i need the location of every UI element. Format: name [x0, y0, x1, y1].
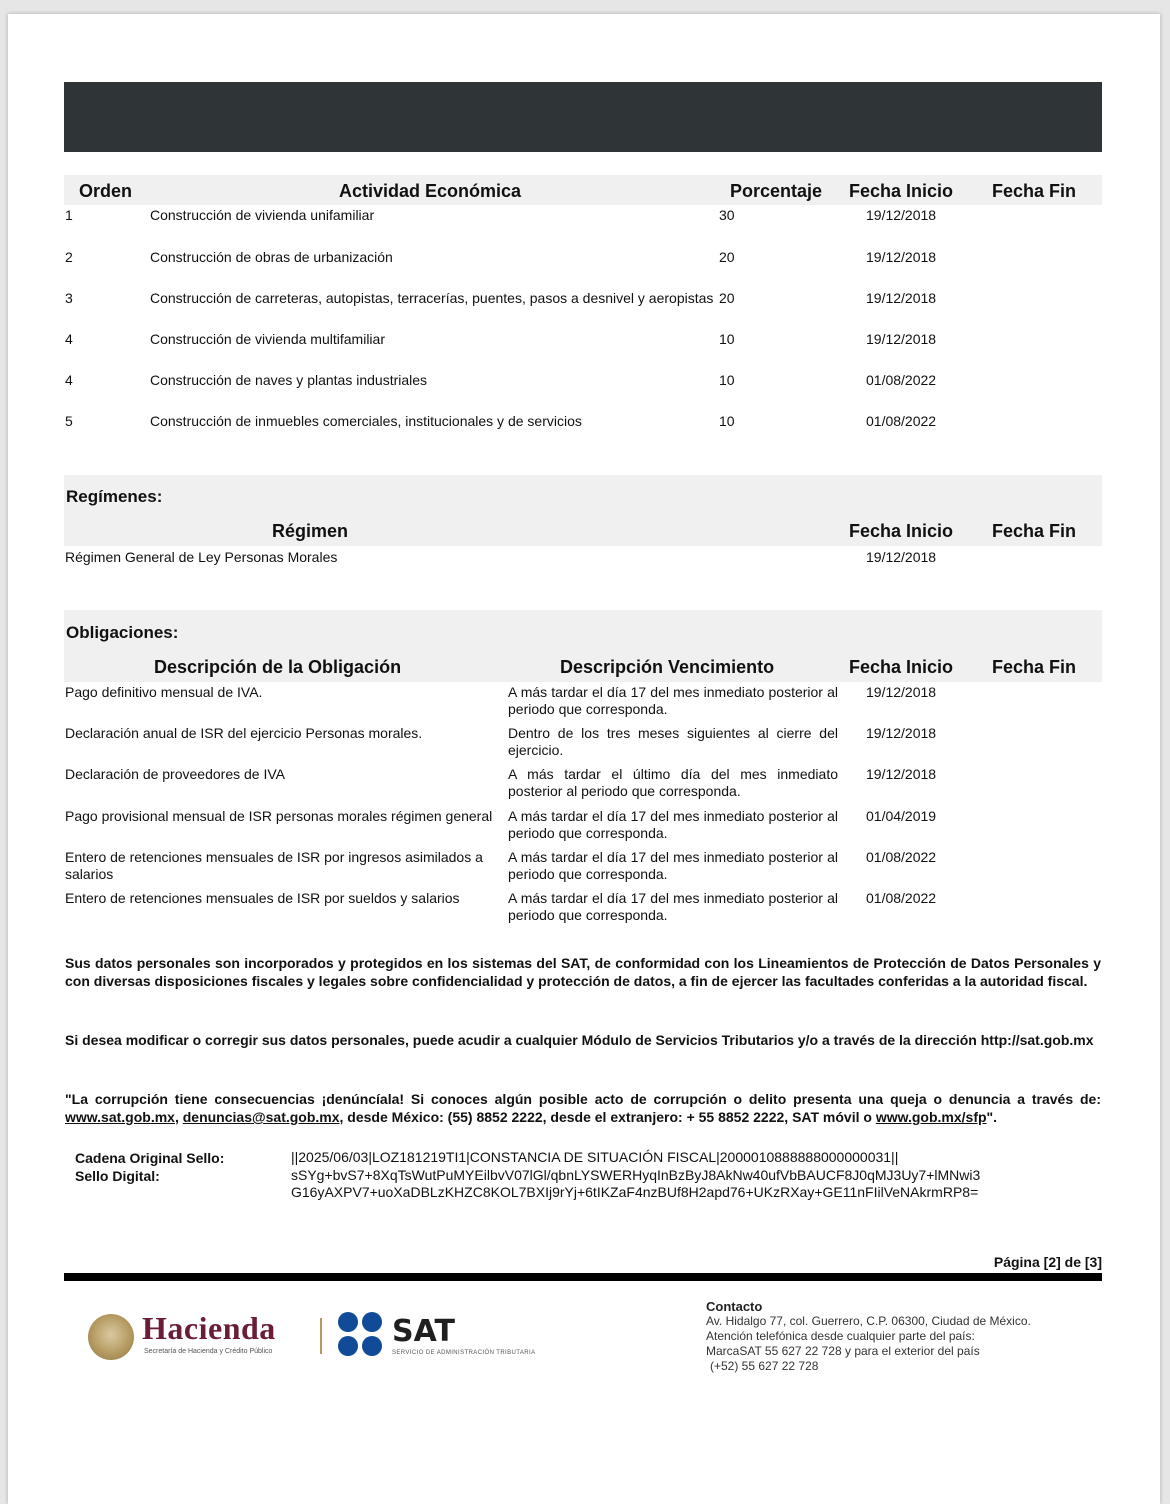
- fecha-inicio-cell: 19/12/2018: [866, 249, 937, 265]
- document-page: [8, 14, 1160, 1504]
- fecha-inicio-cell: 01/04/2019: [866, 808, 937, 824]
- porcentaje-cell: 30: [719, 207, 735, 223]
- actividad-cell: Construcción de naves y plantas industriales: [150, 372, 428, 388]
- sello-digital-label: Sello Digital:: [75, 1168, 160, 1184]
- separator-text: ,: [174, 1109, 183, 1125]
- col-actividad: Actividad Económica: [339, 181, 522, 201]
- col-vencimiento: Descripción Vencimiento: [560, 657, 775, 677]
- col-fecha-inicio: Fecha Inicio: [849, 521, 954, 541]
- actividad-cell: Construcción de vivienda multifamiliar: [150, 331, 385, 347]
- descripcion-cell: Declaración anual de ISR del ejercicio Personas morales.: [65, 725, 423, 741]
- closing-text: ".: [986, 1109, 998, 1125]
- sat-logo: SAT: [392, 1314, 455, 1349]
- sat-dots-icon: [338, 1312, 384, 1358]
- hacienda-subtitle: Secretaría de Hacienda y Crédito Público: [144, 1348, 273, 1355]
- descripcion-cell: Pago definitivo mensual de IVA.: [65, 684, 263, 700]
- col-fecha-fin: Fecha Fin: [992, 181, 1077, 201]
- regimenes-title: Regímenes:: [66, 487, 163, 506]
- mexico-seal-icon: [88, 1314, 134, 1360]
- regimenes-header: [64, 475, 1102, 546]
- modify-data-notice: Si desea modificar o corregir sus datos personales, puede acudir a cualquier Módulo de Servicios Tributarios y/o a través de la dirección http://sat.gob.mx: [65, 1032, 1094, 1048]
- descripcion-cell: Entero de retenciones mensuales de ISR por sueldos y salarios: [65, 890, 460, 906]
- hacienda-logo: Hacienda: [142, 1310, 276, 1346]
- cadena-original-value: ||2025/06/03|LOZ181219TI1|CONSTANCIA DE SITUACIÓN FISCAL|2000010888888000000031||: [291, 1149, 899, 1165]
- porcentaje-cell: 10: [719, 372, 735, 388]
- orden-cell: 3: [65, 290, 73, 306]
- vencimiento-cell: A más tardar el último día del mes inmediato posterior al periodo que corresponda.: [508, 766, 838, 799]
- sat-subtitle: SERVICIO DE ADMINISTRACIÓN TRIBUTARIA: [392, 1350, 536, 1356]
- orden-cell: 5: [65, 413, 73, 429]
- fecha-inicio-cell: 01/08/2022: [866, 372, 937, 388]
- col-fecha-inicio: Fecha Inicio: [849, 657, 954, 677]
- contact-line: (+52) 55 627 22 728: [710, 1359, 819, 1373]
- fecha-inicio-cell: 19/12/2018: [866, 549, 937, 565]
- sello-digital-line-1: sSYg+bvS7+8XqTsWutPuMYEilbvV07lGl/qbnLYSWERHyqInBzByJ8AkNw40ufVbBAUCF8J0qMJ3Uy7+lMNwi3: [291, 1167, 981, 1183]
- actividad-cell: Construcción de obras de urbanización: [150, 249, 393, 265]
- porcentaje-cell: 20: [719, 249, 735, 265]
- fecha-inicio-cell: 19/12/2018: [866, 290, 937, 306]
- vencimiento-cell: A más tardar el día 17 del mes inmediato posterior al periodo que corresponda.: [508, 849, 838, 882]
- porcentaje-cell: 20: [719, 290, 735, 306]
- fecha-inicio-cell: 19/12/2018: [866, 331, 937, 347]
- contact-line: Av. Hidalgo 77, col. Guerrero, C.P. 06300, Ciudad de México.: [706, 1314, 1031, 1328]
- orden-cell: 1: [65, 207, 73, 223]
- privacy-notice: Sus datos personales son incorporados y protegidos en los sistemas del SAT, de conformidad con los Lineamientos de Protección de Datos Personales y con diversas disposiciones fiscales y legales sobre confidencialidad y protección de datos, a fin de ejercer las facultades conferidas a la autoridad fiscal.: [65, 955, 1101, 989]
- obligaciones-header: [64, 610, 1102, 682]
- corruption-notice: [65, 1090, 1101, 1126]
- orden-cell: 4: [65, 372, 73, 388]
- denuncias-email-link[interactable]: denuncias@sat.gob.mx: [182, 1109, 340, 1125]
- fecha-inicio-cell: 19/12/2018: [866, 766, 937, 782]
- col-fecha-inicio: Fecha Inicio: [849, 181, 954, 201]
- sfp-link[interactable]: www.gob.mx/sfp: [875, 1109, 987, 1125]
- descripcion-cell: Entero de retenciones mensuales de ISR por ingresos asimilados a salarios: [65, 849, 483, 882]
- vencimiento-cell: Dentro de los tres meses siguientes al cierre del ejercicio.: [508, 725, 838, 758]
- sat-link[interactable]: www.sat.gob.mx: [65, 1109, 175, 1125]
- col-fecha-fin: Fecha Fin: [992, 521, 1077, 541]
- contact-block: [706, 1299, 1031, 1374]
- vencimiento-cell: A más tardar el día 17 del mes inmediato posterior al periodo que corresponda.: [508, 890, 838, 923]
- contact-line: Atención telefónica desde cualquier parte del país:: [706, 1329, 975, 1343]
- header-bar: [64, 82, 1102, 152]
- porcentaje-cell: 10: [719, 413, 735, 429]
- actividad-cell: Construcción de carreteras, autopistas, terracerías, puentes, pasos a desnivel y aeropistas: [150, 290, 714, 306]
- logo-separator: [320, 1318, 322, 1354]
- col-descripcion: Descripción de la Obligación: [154, 657, 402, 677]
- fecha-inicio-cell: 01/08/2022: [866, 413, 937, 429]
- porcentaje-cell: 10: [719, 331, 735, 347]
- corruption-text: "La corrupción tiene consecuencias ¡denúncíala! Si conoces algún posible acto de corrupción o delito presenta una queja o denuncia a través de:: [65, 1091, 1101, 1107]
- orden-cell: 2: [65, 249, 73, 265]
- page-number: Página [2] de [3]: [993, 1254, 1102, 1270]
- cadena-original-label: Cadena Original Sello:: [75, 1150, 225, 1166]
- descripcion-cell: Pago provisional mensual de ISR personas morales régimen general: [65, 808, 493, 824]
- vencimiento-cell: A más tardar el día 17 del mes inmediato posterior al periodo que corresponda.: [508, 684, 838, 717]
- actividades-header: [64, 175, 1102, 205]
- fecha-inicio-cell: 19/12/2018: [866, 684, 937, 700]
- descripcion-cell: Declaración de proveedores de IVA: [65, 766, 285, 782]
- fecha-inicio-cell: 19/12/2018: [866, 725, 937, 741]
- sello-digital-line-2: G16yAXPV7+uoXaDBLzKHZC8KOL7BXIj9rYj+6tIKZaF4nzBUf8H2apd76+UKzRXay+GE11nFIilVeNAkrmRP8=: [291, 1184, 979, 1200]
- orden-cell: 4: [65, 331, 73, 347]
- col-porcentaje: Porcentaje: [730, 181, 823, 201]
- obligaciones-title: Obligaciones:: [66, 623, 179, 642]
- contact-line: MarcaSAT 55 627 22 728 y para el exterior del país: [706, 1344, 980, 1358]
- footer-logos: [88, 1308, 568, 1368]
- fecha-inicio-cell: 01/08/2022: [866, 849, 937, 865]
- col-regimen: Régimen: [272, 521, 349, 541]
- actividad-cell: Construcción de inmuebles comerciales, institucionales y de servicios: [150, 413, 582, 429]
- footer-divider: [64, 1273, 1102, 1281]
- fecha-inicio-cell: 01/08/2022: [866, 890, 937, 906]
- contact-title: Contacto: [706, 1299, 763, 1314]
- phone-text: , desde México: (55) 8852 2222, desde el extranjero: + 55 8852 2222, SAT móvil o: [339, 1109, 876, 1125]
- col-fecha-fin: Fecha Fin: [992, 657, 1077, 677]
- vencimiento-cell: A más tardar el día 17 del mes inmediato posterior al periodo que corresponda.: [508, 808, 838, 841]
- col-orden: Orden: [79, 181, 133, 201]
- fecha-inicio-cell: 19/12/2018: [866, 207, 937, 223]
- regimen-cell: Régimen General de Ley Personas Morales: [65, 549, 338, 565]
- actividad-cell: Construcción de vivienda unifamiliar: [150, 207, 375, 223]
